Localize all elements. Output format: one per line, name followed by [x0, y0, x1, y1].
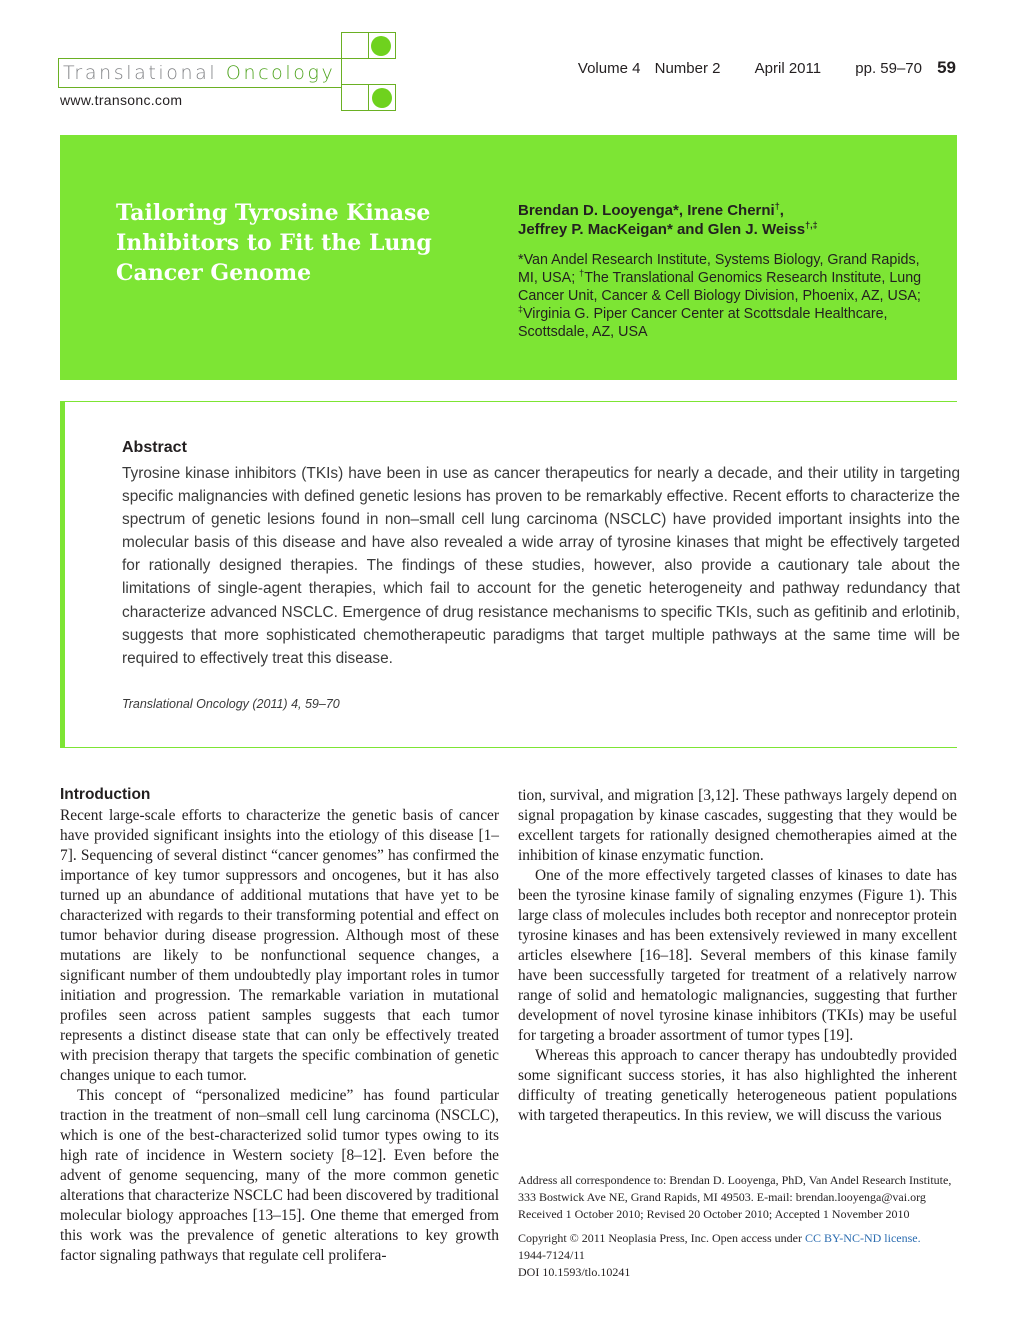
issue-date: April 2011 [754, 60, 822, 77]
logo-cell [341, 32, 369, 59]
affiliation-sup: ‡ [518, 304, 524, 315]
logo-dot-icon [372, 88, 392, 108]
copyright-line [518, 1230, 957, 1247]
page-range: pp. 59–70 [855, 60, 922, 77]
logo-grid-icon [341, 32, 395, 112]
left-column [60, 806, 499, 1266]
affiliations [518, 251, 928, 341]
paragraph: Whereas this approach to cancer therapy has undoubtedly provided some significant success stories, it has also highlighted the inherent difficulty of treating genetically heterogeneous patient populations with targeted therapeutics. In this review, we will discuss the various [518, 1047, 957, 1124]
author-line-1: Brendan D. Looyenga*, Irene Cherni [518, 202, 775, 219]
author-line-2: Jeffrey P. MacKeigan* and Glen J. Weiss [518, 221, 806, 238]
issn: 1944-7124/11 [518, 1248, 585, 1262]
paragraph: tion, survival, and migration [3,12]. These pathways largely depend on signal propagation by kinase cascades, suggesting that they would be excellent targets for rationally designed chemotherapies aimed at the inhibition of kinase enzymatic function. [518, 787, 957, 864]
received-dates: Received 1 October 2010; Revised 20 October 2010; Accepted 1 November 2010 [518, 1207, 910, 1221]
affiliation: Virginia G. Piper Cancer Center at Scottsdale Healthcare, Scottsdale, AZ, USA [518, 306, 888, 340]
abstract-section [60, 401, 960, 748]
abstract-citation: Translational Oncology (2011) 4, 59–70 [122, 697, 340, 711]
doi: DOI 10.1593/tlo.10241 [518, 1265, 631, 1279]
copyright-text: Copyright © 2011 Neoplasia Press, Inc. Open access under [518, 1231, 805, 1245]
number: Number 2 [654, 60, 721, 77]
section-heading: Introduction [60, 786, 151, 803]
affiliation: *Van Andel Research Institute, Systems Biology, Grand Rapids, MI, USA; [518, 252, 920, 286]
logo-cell [341, 84, 369, 111]
paragraph: Recent large-scale efforts to characterize the genetic basis of cancer have provided significant insights into the etiology of this disease [1–7]. Sequencing of several distinct “cancer genomes” has confirmed the importance of key tumor suppressors and oncogenes, but it has also turned up an abundance of additional mutations that have yet to be characterized with regards to their transforming potential and effect on tumor behavior during disease progression. Although most of these mutations are likely to be nonfunctional sequence changes, a significant number of them undoubtedly play important roles in tumor initiation and progression. The remarkable variation in mutational profiles seen across patient samples suggests that each tumor represents a distinct disease state that can only be effectively treated with precision therapy that targets the specific combination of genetic changes unique to each tumor. [60, 807, 499, 1084]
license-link[interactable]: CC BY-NC-ND license. [804, 1231, 921, 1245]
article-title: Tailoring Tyrosine Kinase Inhibitors to Fit the Lung Cancer Genome [116, 200, 432, 286]
affiliation: The Translational Genomics Research Institute, Lung Cancer Unit, Cancer & Cell Biology Division, Phoenix, AZ, USA; [518, 270, 922, 304]
journal-name [63, 62, 335, 84]
author-sup: † [774, 201, 780, 211]
journal-url[interactable]: www.transonc.com [60, 92, 183, 108]
author-list [518, 201, 938, 239]
abstract-text: Tyrosine kinase inhibitors (TKIs) have been in use as cancer therapeutics for nearly a decade, and their utility in targeting specific malignancies with defined genetic lesions has proven to be remarkably effective. Recent efforts to characterize the spectrum of genetic lesions found in non–small cell lung carcinoma (NSCLC) have provided important insights into the molecular basis of this disease and have also revealed a wide array of tyrosine kinases that might be effectively targeted for rationally designed therapies. The findings of these studies, however, also provide a cautionary tale about the limitations of single-agent therapies, which fail to account for the genetic heterogeneity and pathway redundancy that characterize advanced NSCLC. Emergence of drug resistance mechanisms to specific TKIs, such as gefitinib and erlotinib, suggests that more sophisticated chemotherapeutic paradigms that target multiple pathways at the same time will be required to effectively treat this disease. [122, 465, 960, 667]
logo-dot-icon [371, 36, 391, 56]
affiliation-sup: † [579, 268, 585, 279]
paragraph: One of the more effectively targeted classes of kinases to date has been the tyrosine kinase family of signaling enzymes (Figure 1). This large class of molecules includes both receptor and nonreceptor protein tyrosine kinases and has been extensively reviewed in many excellent articles elsewhere [16–18]. Several members of this kinase family have been successfully targeted for treatment of a relatively narrow range of solid and hematologic malignancies, suggesting that further development of novel tyrosine kinase inhibitors (TKIs) may be useful for targeting a broader assortment of tumor types [19]. [518, 867, 957, 1044]
title-band [60, 135, 957, 380]
journal-name-part: Oncology [225, 62, 336, 84]
correspondence-address: Address all correspondence to: Brendan D. Looyenga, PhD, Van Andel Research Institute, 333 Bostwick Ave NE, Grand Rapids, MI 49503. E-mail: brendan.looyenga@vai.org [518, 1173, 952, 1204]
paragraph: This concept of “personalized medicine” has found particular traction in the treatment of non–small cell lung carcinoma (NSCLC), which is one of the best-characterized solid tumor types owing to its high rate of incidence in Western society [8–12]. Even before the advent of genome sequencing, many of the more common genetic alterations that characterize NSCLC had been discovered by traditional molecular biology approaches [13–15]. One theme that emerged from this work was the prevalence of genetic alterations to key growth factor signaling pathways that regulate cell prolifera- [60, 1087, 499, 1264]
correspondence-footnote [518, 1172, 957, 1281]
author-sep: , [779, 202, 784, 219]
volume: Volume 4 [577, 60, 641, 77]
right-column [518, 786, 957, 1126]
issue-info [568, 60, 922, 77]
journal-name-part: Translational [63, 62, 226, 84]
author-sup: †,‡ [805, 220, 818, 230]
page-number: 59 [937, 58, 956, 77]
abstract-heading: Abstract [122, 439, 187, 456]
